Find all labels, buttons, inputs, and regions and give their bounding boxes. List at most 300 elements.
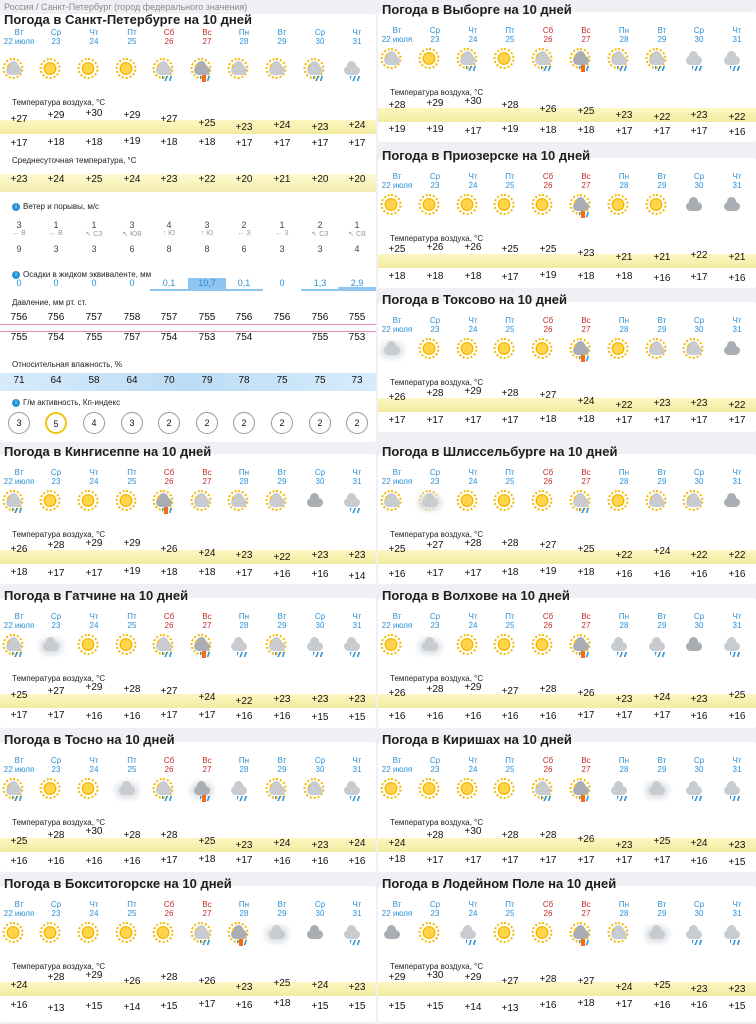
cloud-icon	[344, 66, 360, 75]
date: 26	[543, 325, 553, 334]
cloud-icon	[649, 930, 665, 939]
weather-sun-cloud-rain-icon	[309, 58, 331, 80]
temp-min: +18	[577, 567, 595, 578]
weather-sun-cloud-storm-icon	[575, 338, 597, 360]
breadcrumb[interactable]: Россия / Санкт-Петербург (город федерального значения)	[4, 2, 248, 12]
temp-max: +25	[653, 836, 671, 847]
temp-max: +25	[388, 544, 406, 555]
temp-max: +29	[47, 110, 65, 121]
date: 27	[202, 909, 212, 918]
weather-cloud-glow-sun-icon	[424, 490, 446, 512]
date: 24	[468, 621, 478, 630]
day-name: Чт	[732, 316, 742, 325]
weather-sun-cloud-icon	[386, 490, 408, 512]
day-name: Ср	[50, 900, 62, 909]
temp-min: +16	[539, 711, 557, 722]
date: 23	[51, 37, 61, 46]
temp-max: +24	[273, 120, 291, 131]
rain-icon	[12, 652, 22, 657]
weather-sun-icon	[45, 778, 67, 800]
day-name: Вт	[657, 756, 667, 765]
date: 27	[202, 477, 212, 486]
temp-max: +23	[311, 840, 329, 851]
weather-cloud-rain-icon	[726, 634, 748, 656]
rain-icon	[350, 652, 360, 657]
temp-max: +25	[198, 118, 216, 129]
cloud-icon	[6, 642, 22, 651]
temp-min: +16	[653, 273, 671, 284]
city-card	[378, 732, 756, 872]
temp-max: +21	[653, 252, 671, 263]
rain-icon	[162, 76, 172, 81]
rain-icon	[350, 76, 360, 81]
weather-sun-icon	[499, 338, 521, 360]
label-text: Температура воздуха, °C	[390, 674, 484, 683]
temp-max: +22	[690, 250, 708, 261]
temp-max: +23	[235, 122, 253, 133]
day-name: Ср	[429, 756, 441, 765]
weather-sun-cloud-storm-icon	[158, 490, 180, 512]
weather-cloud-rain-icon	[346, 490, 368, 512]
temp-min: +14	[348, 571, 366, 582]
weather-cloud-rain-icon	[726, 778, 748, 800]
lightning-icon	[202, 795, 206, 802]
sun-icon	[423, 926, 436, 939]
city-title: Погода в Кингисеппе на 10 дней	[4, 444, 212, 459]
kp-index: 2	[233, 412, 255, 434]
day-name: Ср	[429, 316, 441, 325]
temp-max: +29	[426, 98, 444, 109]
day-name: Чт	[468, 26, 478, 35]
temp-max: +30	[464, 96, 482, 107]
day-name: Вс	[202, 612, 212, 621]
day-name: Вт	[657, 468, 667, 477]
temp-max: +24	[388, 838, 406, 849]
pressure-max: 755	[348, 312, 366, 323]
day-name: Пн	[238, 756, 250, 765]
day-name: Сб	[163, 756, 175, 765]
cloud-icon	[649, 346, 665, 355]
temp-max: +30	[85, 826, 103, 837]
day-name: Ср	[314, 28, 326, 37]
temp-min: +16	[653, 569, 671, 580]
sun-icon	[498, 782, 511, 795]
cloud-icon	[156, 642, 172, 651]
cloud-icon	[573, 202, 589, 211]
city-card	[0, 876, 376, 1022]
day-name: Пн	[618, 900, 630, 909]
cloud-icon	[724, 498, 740, 507]
weather-cloud-rain-icon	[613, 778, 635, 800]
cloud-icon	[573, 642, 589, 651]
temp-min: +18	[85, 137, 103, 148]
wind-gust: 9	[16, 244, 22, 254]
day-name: Ср	[429, 468, 441, 477]
temp-min: +16	[47, 856, 65, 867]
sun-icon	[44, 494, 57, 507]
temp-min: +17	[653, 710, 671, 721]
temp-max: +24	[348, 120, 366, 131]
cloud-icon	[194, 498, 210, 507]
sun-icon	[120, 494, 133, 507]
sun-icon	[423, 198, 436, 211]
cloud-icon	[535, 56, 551, 65]
day-name: Пн	[238, 612, 250, 621]
sun-icon	[461, 638, 474, 651]
day-name: Пн	[618, 26, 630, 35]
date: 23	[430, 477, 440, 486]
temp-min: +15	[85, 1001, 103, 1012]
wind-direction: ↖ ЮВ	[122, 231, 142, 238]
temp-max: +22	[615, 400, 633, 411]
temp-max: +26	[10, 544, 28, 555]
day-name: Ср	[429, 172, 441, 181]
temp-min: +17	[235, 138, 253, 149]
weather-cloud-glow-icon	[651, 922, 673, 944]
pressure-max: 756	[47, 312, 65, 323]
date: 28	[239, 37, 249, 46]
temp-min: +17	[85, 568, 103, 579]
label-text: Ветер и порывы, м/с	[23, 202, 100, 211]
day-name: Чт	[89, 756, 99, 765]
sun-icon	[7, 926, 20, 939]
wind-gust: 3	[279, 244, 285, 254]
rain-icon	[617, 652, 627, 657]
city-card	[378, 876, 756, 1022]
temp-max: +29	[85, 538, 103, 549]
date: 25	[127, 765, 137, 774]
wind-gust: 6	[129, 244, 135, 254]
date: 24	[468, 35, 478, 44]
day-name: Вт	[14, 612, 24, 621]
temp-max: +23	[235, 982, 253, 993]
pressure-max: 758	[123, 312, 141, 323]
city-card	[378, 588, 756, 728]
rain-icon	[655, 66, 665, 71]
weather-sun-icon	[158, 922, 180, 944]
rain-icon	[275, 652, 285, 657]
weather-sun-icon	[613, 490, 635, 512]
weather-cloud-rain-icon	[726, 922, 748, 944]
sun-icon	[44, 782, 57, 795]
day-name: Чт	[468, 756, 478, 765]
pressure-min: 755	[10, 332, 28, 343]
date: 22 июля	[381, 181, 413, 190]
sun-icon	[44, 62, 57, 75]
weather-sun-cloud-icon	[8, 58, 30, 80]
precip-bar	[150, 289, 188, 291]
temp-max: +24	[615, 982, 633, 993]
cloud-icon	[156, 786, 172, 795]
weather-sun-cloud-rain-icon	[8, 778, 30, 800]
cloud-icon	[194, 786, 210, 795]
cloud-icon	[649, 498, 665, 507]
label-text: Относительная влажность, %	[12, 360, 123, 369]
temp-min: +16	[728, 273, 746, 284]
rain-icon	[12, 796, 22, 801]
temp-max: +23	[690, 984, 708, 995]
temp-avg: +25	[85, 174, 103, 185]
wind-direction: ↖ СЗ	[311, 231, 329, 238]
sun-icon	[120, 926, 133, 939]
date: 29	[657, 35, 667, 44]
sun-icon	[461, 494, 474, 507]
rain-icon	[275, 796, 285, 801]
cloud-icon	[6, 66, 22, 75]
rain-icon	[350, 796, 360, 801]
date: 25	[505, 35, 515, 44]
temp-max: +24	[690, 838, 708, 849]
sun-icon	[498, 638, 511, 651]
weather-cloud-icon	[726, 490, 748, 512]
date: 24	[468, 477, 478, 486]
weather-sun-icon	[537, 922, 559, 944]
temp-max: +26	[577, 834, 595, 845]
weather-sun-cloud-icon	[271, 490, 293, 512]
date: 30	[315, 621, 325, 630]
cloud-icon	[384, 498, 400, 507]
sun-icon	[82, 926, 95, 939]
date: 30	[694, 181, 704, 190]
temp-max: +25	[388, 244, 406, 255]
date: 30	[694, 35, 704, 44]
temp-max: +29	[388, 972, 406, 983]
wind-gust: 8	[204, 244, 210, 254]
cloud-icon	[460, 56, 476, 65]
sun-icon	[536, 198, 549, 211]
date: 29	[657, 765, 667, 774]
date: 29	[657, 909, 667, 918]
day-name: Пт	[127, 468, 137, 477]
date: 27	[581, 181, 591, 190]
sun-icon	[385, 198, 398, 211]
temp-min: +16	[426, 711, 444, 722]
precip-bar	[225, 289, 263, 291]
date: 23	[51, 621, 61, 630]
weather-cloud-glow-icon	[651, 778, 673, 800]
day-name: Вт	[657, 316, 667, 325]
temp-max: +24	[10, 980, 28, 991]
day-name: Ср	[314, 900, 326, 909]
weather-sun-cloud-rain-icon	[651, 48, 673, 70]
weather-sun-icon	[386, 194, 408, 216]
cloud-icon	[686, 642, 702, 651]
temp-max: +28	[123, 684, 141, 695]
humidity-value: 79	[201, 375, 213, 386]
cloud-icon	[686, 786, 702, 795]
cloud-icon	[344, 930, 360, 939]
temp-max: +23	[311, 550, 329, 561]
date: 31	[352, 37, 362, 46]
temp-max: +28	[426, 684, 444, 695]
sun-icon	[157, 926, 170, 939]
temp-max: +22	[653, 112, 671, 123]
rain-icon	[617, 796, 627, 801]
cloud-icon	[156, 498, 172, 507]
date: 29	[657, 181, 667, 190]
date: 29	[277, 37, 287, 46]
temp-min: +16	[311, 569, 329, 580]
temp-max: +29	[123, 110, 141, 121]
cloud-icon	[649, 786, 665, 795]
weather-sun-icon	[499, 634, 521, 656]
temp-min: +16	[273, 569, 291, 580]
weather-cloud-icon	[386, 922, 408, 944]
pressure-min: 755	[85, 332, 103, 343]
day-name: Чт	[468, 316, 478, 325]
sun-icon	[612, 198, 625, 211]
sun-icon	[498, 494, 511, 507]
temp-max: +29	[464, 972, 482, 983]
temp-max: +22	[690, 550, 708, 561]
precip-value: 0,1	[162, 278, 176, 288]
day-name: Вс	[581, 756, 591, 765]
temp-min: +17	[426, 568, 444, 579]
day-name: Чт	[732, 468, 742, 477]
day-name: Вт	[14, 900, 24, 909]
humidity-value: 75	[314, 375, 326, 386]
rain-icon	[12, 508, 22, 513]
temp-min: +18	[577, 414, 595, 425]
date: 29	[277, 765, 287, 774]
sun-icon	[461, 198, 474, 211]
cloud-icon	[422, 498, 438, 507]
day-name: Пт	[505, 900, 515, 909]
temp-max: +28	[501, 538, 519, 549]
rain-icon	[692, 66, 702, 71]
date: 22 июля	[3, 765, 35, 774]
temp-max: +23	[690, 694, 708, 705]
temp-min: +17	[690, 415, 708, 426]
weather-sun-cloud-icon	[386, 48, 408, 70]
temp-min: +15	[311, 712, 329, 723]
weather-sun-icon	[462, 338, 484, 360]
weather-sun-icon	[499, 922, 521, 944]
wind-gust: 8	[166, 244, 172, 254]
temp-min: +16	[85, 711, 103, 722]
weather-sun-icon	[613, 338, 635, 360]
sun-icon	[536, 342, 549, 355]
wind-speed: 3	[16, 220, 22, 230]
temp-max: +26	[577, 688, 595, 699]
city-title: Погода в Выборге на 10 дней	[382, 2, 572, 17]
date: 26	[543, 181, 553, 190]
cloud-icon	[422, 642, 438, 651]
temp-min: +14	[123, 1002, 141, 1013]
date: 23	[430, 325, 440, 334]
rain-icon	[692, 940, 702, 945]
date: 22 июля	[381, 621, 413, 630]
temp-min: +18	[47, 137, 65, 148]
label-text: Г/м активность, Кп-индекс	[23, 398, 121, 407]
wind-gust: 3	[317, 244, 323, 254]
temp-min: +16	[85, 856, 103, 867]
temp-avg: +22	[198, 174, 216, 185]
temp-min: +17	[577, 855, 595, 866]
temp-min: +18	[273, 998, 291, 1009]
pressure-min: 754	[235, 332, 253, 343]
temp-min: +15	[160, 1001, 178, 1012]
day-name: Чт	[732, 26, 742, 35]
label-text: Температура воздуха, °C	[12, 674, 106, 683]
city-card	[378, 292, 756, 432]
info-icon[interactable]: i	[12, 399, 20, 407]
sun-icon	[498, 342, 511, 355]
wind-direction: ↑ Ю	[162, 230, 176, 237]
temp-min: +15	[728, 1001, 746, 1012]
day-name: Пн	[618, 316, 630, 325]
info-icon[interactable]: i	[12, 203, 20, 211]
sun-icon	[120, 638, 133, 651]
date: 26	[164, 765, 174, 774]
precip-value: 0	[129, 278, 135, 288]
date: 28	[619, 325, 629, 334]
day-name: Вс	[581, 468, 591, 477]
weather-sun-icon	[462, 778, 484, 800]
sun-icon	[385, 782, 398, 795]
city-title: Погода в Бокситогорске на 10 дней	[4, 876, 232, 891]
city-title: Погода в Шлиссельбурге на 10 дней	[382, 444, 618, 459]
day-name: Вт	[392, 172, 402, 181]
weather-sun-cloud-storm-icon	[575, 922, 597, 944]
day-name: Сб	[163, 900, 175, 909]
day-name: Сб	[542, 172, 554, 181]
weather-cloud-rain-icon	[688, 48, 710, 70]
temp-max: +23	[615, 694, 633, 705]
rain-icon	[466, 66, 476, 71]
day-name: Вт	[392, 756, 402, 765]
rain-icon	[466, 940, 476, 945]
date: 26	[543, 765, 553, 774]
temp-max: +29	[85, 970, 103, 981]
label-humidity	[12, 360, 122, 369]
temp-min: +15	[388, 1001, 406, 1012]
day-name: Вт	[277, 612, 287, 621]
temp-max: +28	[47, 830, 65, 841]
day-name: Вс	[581, 900, 591, 909]
weather-sun-icon	[121, 58, 143, 80]
day-name: Сб	[542, 756, 554, 765]
day-name: Вт	[14, 756, 24, 765]
cloud-icon	[231, 930, 247, 939]
info-icon[interactable]: i	[12, 271, 20, 279]
date: 29	[657, 325, 667, 334]
date: 24	[468, 181, 478, 190]
weather-sun-cloud-storm-icon	[575, 48, 597, 70]
label-text: Температура воздуха, °C	[390, 962, 484, 971]
date: 23	[430, 181, 440, 190]
date: 26	[543, 621, 553, 630]
cloud-icon	[686, 498, 702, 507]
lightning-icon	[581, 65, 585, 72]
date: 29	[657, 621, 667, 630]
precip-bar	[301, 289, 339, 291]
wind-direction: ↖ СВ	[348, 231, 366, 238]
weather-sun-cloud-rain-icon	[575, 490, 597, 512]
day-name: Пт	[127, 28, 137, 37]
temp-max: +30	[464, 826, 482, 837]
temp-min: +17	[690, 126, 708, 137]
wind-gust: 4	[354, 244, 360, 254]
wind-direction: ← З	[275, 230, 289, 237]
temp-max: +23	[348, 550, 366, 561]
temp-max: +24	[577, 396, 595, 407]
temp-min: +18	[577, 125, 595, 136]
lightning-icon	[581, 795, 585, 802]
temp-min: +18	[10, 567, 28, 578]
city-card	[378, 444, 756, 584]
lightning-icon	[202, 651, 206, 658]
